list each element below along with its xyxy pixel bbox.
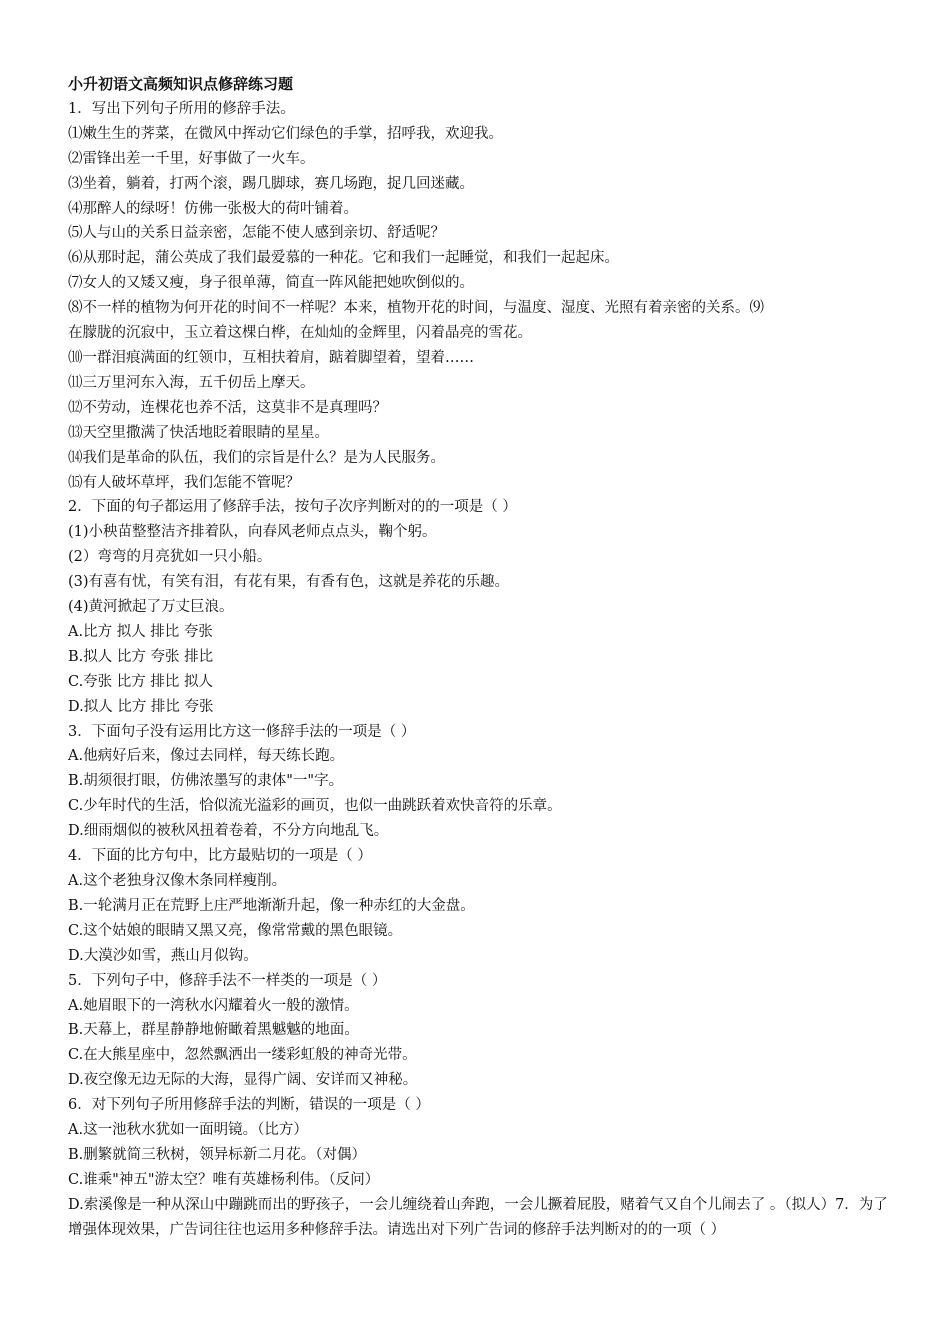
text-line: B.天幕上，群星静静地俯瞰着黑魆魆的地面。 — [68, 1022, 359, 1039]
text-line: D.夜空像无边无际的大海，显得广阔、安详而又神秘。 — [68, 1072, 418, 1089]
text-line: ⑿不劳动，连棵花也养不活，这莫非不是真理吗？ — [68, 399, 387, 416]
text-line: ⑹从那时起，蒲公英成了我们最爱慕的一种花。它和我们一起睡觉，和我们一起起床。 — [68, 250, 619, 267]
text-line: ⑶坐着，躺着，打两个滚，踢几脚球，赛几场跑，捉几回迷藏。 — [68, 175, 474, 192]
text-line: ⒁我们是革命的队伍，我们的宗旨是什么？是为人民服务。 — [68, 449, 445, 466]
text-line: D.细雨烟似的被秋风扭着卷着，不分方向地乱飞。 — [68, 823, 389, 840]
text-line: (4)黄河掀起了万丈巨浪。 — [68, 599, 234, 616]
text-line: D.大漠沙如雪，燕山月似钩。 — [68, 947, 258, 964]
text-line: 6．对下列句子所用修辞手法的判断，错误的一项是（ ） — [68, 1097, 430, 1114]
text-line: (3)有喜有忧，有笑有泪，有花有果，有香有色，这就是养花的乐趣。 — [68, 574, 510, 591]
text-line: C.谁乘"神五"游太空？唯有英雄杨利伟。（反问） — [68, 1171, 380, 1188]
text-line: 3．下面句子没有运用比方这一修辞手法的一项是（ ） — [68, 723, 416, 740]
text-line: ⑾三万里河东入海，五千仞岳上摩天。 — [68, 374, 315, 391]
text-line: ⒀天空里撒满了快活地眨着眼睛的星星。 — [68, 424, 329, 441]
document-page — [68, 72, 888, 1243]
text-line: ⑷那醉人的绿呀！仿佛一张极大的荷叶铺着。 — [68, 200, 358, 217]
text-line: C.这个姑娘的眼睛又黑又亮，像常常戴的黑色眼镜。 — [68, 922, 403, 939]
text-line: D.索溪像是一种从深山中蹦跳而出的野孩子，一会儿缠绕着山奔跑，一会儿撅着屁股，赌着气又自个儿闹去了 。（拟人）7．为了增强体现效果，广告词往往也运用多种修辞手法。请选出对下列广告词的修辞手法判断对的的一项（ ） — [68, 1196, 888, 1238]
text-line: ⑸人与山的关系日益亲密，怎能不使人感到亲切、舒适呢？ — [68, 225, 445, 242]
text-line: ⑵雷锋出差一千里，好事做了一火车。 — [68, 150, 315, 167]
text-line: B.拟人 比方 夸张 排比 — [68, 648, 214, 665]
text-line: B.一轮满月正在荒野上庄严地渐渐升起，像一种赤红的大金盘。 — [68, 897, 475, 914]
text-line: B.删繁就简三秋树，领异标新二月花。（对偶） — [68, 1146, 367, 1163]
text-line: A.这一池秋水犹如一面明镜。（比方） — [68, 1122, 308, 1139]
text-line: ⑴嫩生生的荠菜，在微风中挥动它们绿色的手掌，招呼我，欢迎我。 — [68, 125, 503, 142]
text-line: 4．下面的比方句中，比方最贴切的一项是（ ） — [68, 848, 372, 865]
document-title: 小升初语文高频知识点修辞练习题 — [68, 75, 294, 93]
question-lines — [68, 97, 888, 1243]
text-line: ⑽一群泪痕满面的红领巾，互相扶着肩，踮着脚望着，望着…… — [68, 349, 474, 366]
text-line: A.这个老独身汉像木条同样瘦削。 — [68, 873, 287, 889]
text-line: A.比方 拟人 排比 夸张 — [68, 623, 213, 640]
text-line: 1．写出下列句子所用的修辞手法。 — [68, 100, 295, 117]
text-line: 在朦胧的沉寂中，玉立着这棵白桦，在灿灿的金辉里，闪着晶亮的雪花。 — [68, 325, 532, 342]
text-line: C.夸张 比方 排比 拟人 — [68, 673, 214, 690]
text-line: 2．下面的句子都运用了修辞手法，按句子次序判断对的的一项是（ ） — [68, 499, 517, 516]
text-line: ⒂有人破坏草坪，我们怎能不管呢？ — [68, 474, 300, 491]
text-line: ⑻不一样的植物为何开花的时间不一样呢？本来，植物开花的时间，与温度、湿度、光照有着亲密的关系。⑼ — [68, 300, 764, 317]
text-line: (1)小秧苗整整洁齐排着队，向春风老师点点头，鞠个躬。 — [68, 524, 437, 541]
text-line: D.拟人 比方 排比 夸张 — [68, 698, 214, 715]
text-line: A.他病好后来，像过去同样，每天练长跑。 — [68, 748, 345, 765]
text-line: C.少年时代的生活，恰似流光溢彩的画页，也似一曲跳跃着欢快音符的乐章。 — [68, 798, 562, 815]
text-line: ⑺女人的又矮又瘦，身子很单薄，简直一阵风能把她吹倒似的。 — [68, 275, 474, 292]
text-line: B.胡须很打眼，仿佛浓墨写的隶体"一"字。 — [68, 773, 344, 790]
text-line: A.她眉眼下的一湾秋水闪耀着火一般的激情。 — [68, 997, 359, 1014]
text-line: C.在大熊星座中，忽然飘洒出一缕彩虹般的神奇光带。 — [68, 1047, 417, 1064]
text-line: (2）弯弯的月亮犹如一只小船。 — [68, 549, 272, 566]
text-line: 5．下列句子中，修辞手法不一样类的一项是（ ） — [68, 972, 387, 989]
